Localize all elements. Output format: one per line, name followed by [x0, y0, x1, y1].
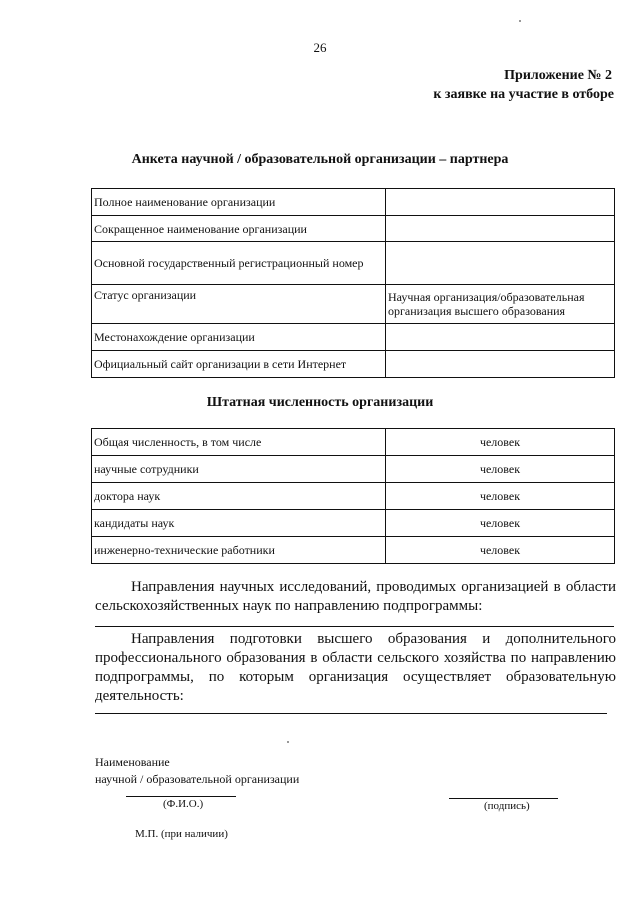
research-directions-paragraph	[95, 578, 616, 616]
table-row	[92, 242, 615, 285]
org-full-name-value	[386, 189, 615, 216]
org-status-label: Статус организации	[92, 285, 386, 324]
appendix-header	[433, 66, 614, 104]
org-website-value	[386, 351, 615, 378]
table-row	[92, 189, 615, 216]
staff-doctors-label: доктора наук	[92, 483, 386, 510]
org-info-table	[91, 188, 615, 378]
research-directions-fill-line	[95, 626, 614, 627]
table-row	[92, 429, 615, 456]
org-full-name-label: Полное наименование организации	[92, 189, 386, 216]
research-directions-text: Направления научных исследований, проводимых организацией в области сельскохозяйственных наук по направлению подпрограммы:	[95, 579, 616, 614]
scan-speck	[287, 741, 289, 743]
staff-doctors-value: человек	[386, 483, 615, 510]
page-number: 26	[313, 40, 327, 55]
staff-researchers-label: научные сотрудники	[92, 456, 386, 483]
org-name-signature-label	[95, 754, 299, 788]
table-row	[92, 483, 615, 510]
appendix-number: Приложение № 2	[504, 68, 612, 83]
table-row	[92, 510, 615, 537]
staff-total-label: Общая численность, в том числе	[92, 429, 386, 456]
education-directions-text: Направления подготовки высшего образования и дополнительного профессионального образования в области сельского хозяйства по направлению подпрограммы, по которым организация осуществляет образовательную деятельность:	[95, 631, 616, 704]
table-row	[92, 285, 615, 324]
table-row	[92, 351, 615, 378]
staff-engineers-label: инженерно-технические работники	[92, 537, 386, 564]
org-ogrn-value	[386, 242, 615, 285]
table-row	[92, 216, 615, 242]
org-location-value	[386, 324, 615, 351]
table-row	[92, 537, 615, 564]
staff-candidates-value: человек	[386, 510, 615, 537]
scan-speck	[519, 20, 521, 22]
signature-fill-line	[449, 798, 558, 799]
table-row	[92, 324, 615, 351]
staff-candidates-label: кандидаты наук	[92, 510, 386, 537]
stamp-label: М.П. (при наличии)	[135, 828, 228, 840]
education-directions-fill-line	[95, 713, 607, 714]
org-short-name-value	[386, 216, 615, 242]
staff-researchers-value: человек	[386, 456, 615, 483]
org-short-name-label: Сокращенное наименование организации	[92, 216, 386, 242]
signature-label: (подпись)	[484, 800, 530, 812]
org-website-label: Официальный сайт организации в сети Интернет	[92, 351, 386, 378]
staff-title: Штатная численность организации	[206, 395, 434, 410]
staff-engineers-value: человек	[386, 537, 615, 564]
form-title: Анкета научной / образовательной организации – партнера	[131, 152, 509, 167]
fio-fill-line	[126, 796, 236, 797]
org-location-label: Местонахождение организации	[92, 324, 386, 351]
org-ogrn-label: Основной государственный регистрационный номер	[92, 242, 386, 285]
fio-label: (Ф.И.О.)	[163, 798, 204, 810]
org-name-label-line1: Наименование	[95, 755, 170, 769]
org-name-label-line2: научной / образовательной организации	[95, 772, 300, 786]
staff-total-value: человек	[386, 429, 615, 456]
staff-table	[91, 428, 615, 564]
appendix-caption: к заявке на участие в отборе	[433, 87, 614, 102]
education-directions-paragraph	[95, 630, 616, 706]
org-status-value: Научная организация/образовательная организация высшего образования	[386, 285, 615, 324]
table-row	[92, 456, 615, 483]
